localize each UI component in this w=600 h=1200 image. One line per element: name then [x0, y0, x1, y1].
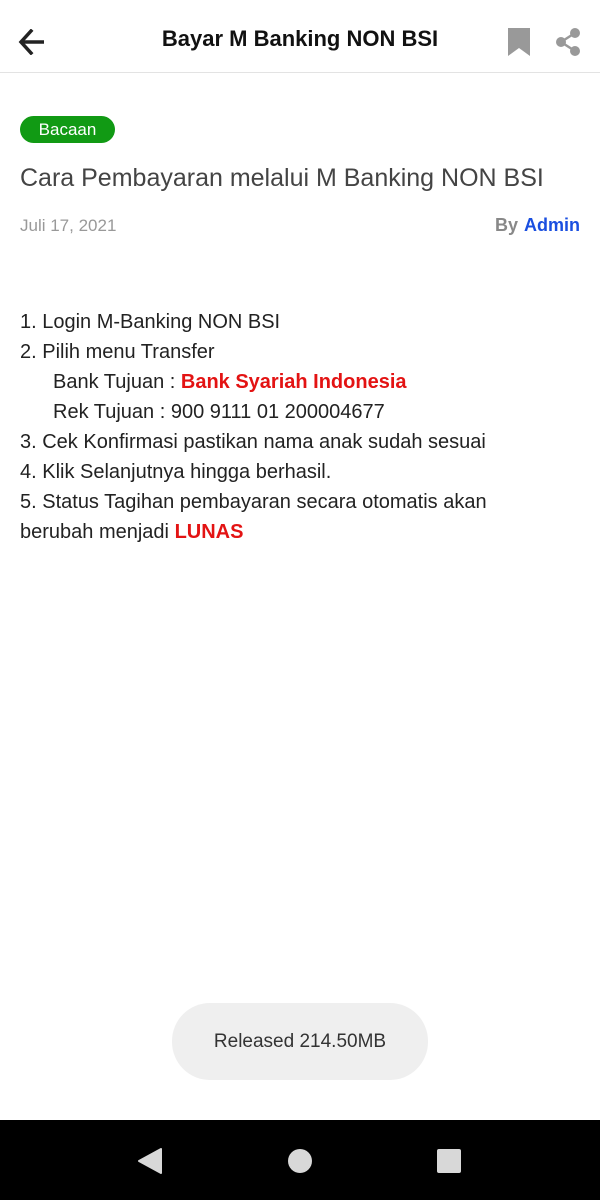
category-badge[interactable]: Bacaan	[20, 116, 115, 143]
bookmark-icon	[508, 28, 530, 56]
share-button[interactable]	[550, 24, 586, 60]
post-body	[20, 307, 590, 547]
app-bar-title: Bayar M Banking NON BSI	[161, 26, 439, 51]
author-link[interactable]: Admin	[524, 215, 580, 235]
nav-home-button[interactable]	[285, 1146, 315, 1176]
triangle-back-icon	[137, 1147, 163, 1175]
post-date: Juli 17, 2021	[20, 216, 117, 235]
app-bar	[0, 0, 600, 73]
bank-tujuan-value: Bank Syariah Indonesia	[180, 371, 407, 393]
circle-home-icon	[287, 1148, 313, 1174]
bank-tujuan-label: Bank Tujuan :	[53, 371, 181, 393]
post-author	[495, 215, 580, 236]
bank-tujuan-line	[20, 367, 590, 397]
step-5: 5. Status Tagihan pembayaran secara otomatis akan	[20, 491, 487, 513]
arrow-left-icon	[18, 29, 46, 55]
back-button[interactable]	[14, 24, 50, 60]
lunas-status: LUNAS	[174, 521, 244, 543]
rek-tujuan-line: Rek Tujuan : 900 9111 01 200004677	[53, 401, 385, 423]
nav-back-button[interactable]	[135, 1146, 165, 1176]
nav-recents-button[interactable]	[434, 1146, 464, 1176]
post-title: Cara Pembayaran melalui M Banking NON BSI	[20, 164, 544, 192]
step-5-continued	[20, 517, 590, 547]
step-3: 3. Cek Konfirmasi pastikan nama anak sudah sesuai	[20, 431, 486, 453]
step-2: 2. Pilih menu Transfer	[20, 341, 215, 363]
toast-message: Released 214.50MB	[172, 1003, 428, 1080]
bookmark-button[interactable]	[503, 24, 535, 60]
share-icon	[554, 28, 582, 56]
step-4: 4. Klik Selanjutnya hingga berhasil.	[20, 461, 332, 483]
step-1: 1. Login M-Banking NON BSI	[20, 311, 281, 333]
system-nav-bar	[0, 1120, 600, 1200]
by-label: By	[494, 215, 518, 235]
step-5-text: berubah menjadi	[20, 521, 175, 543]
square-recents-icon	[436, 1148, 462, 1174]
